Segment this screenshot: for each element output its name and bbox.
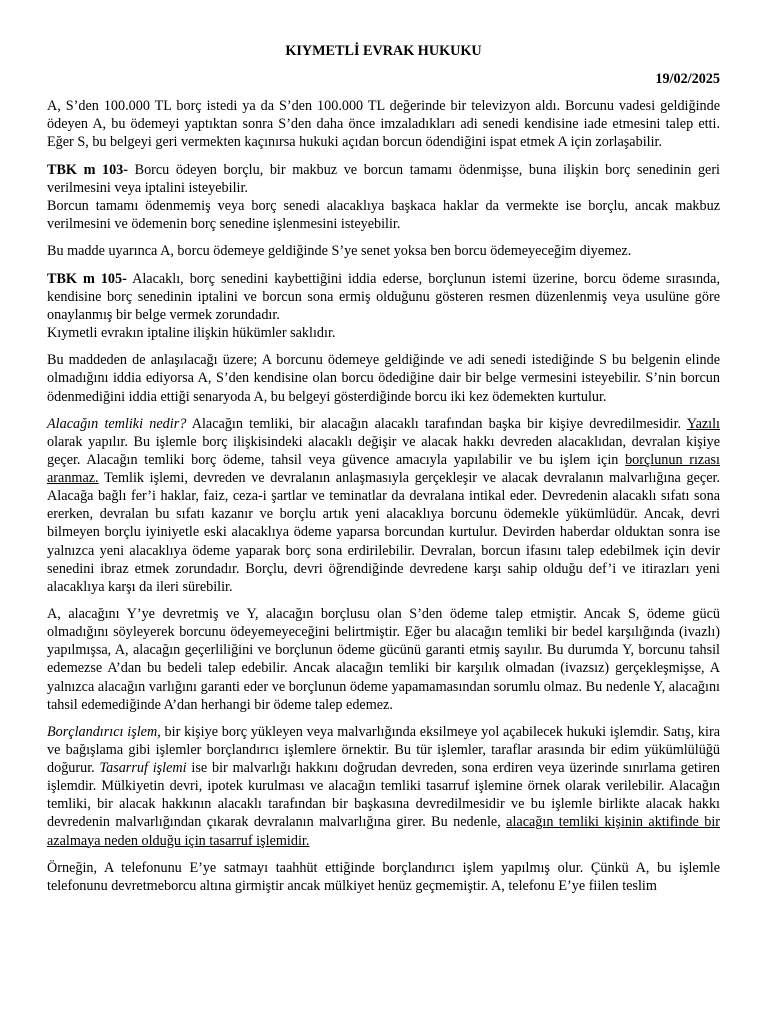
- paragraph-tbk-103-comment: Bu madde uyarınca A, borcu ödemeye geldiğinde S’ye senet yoksa ben borcu ödemeyeceğim diyemez.: [47, 243, 632, 260]
- article-text-105: Alacaklı, borç senedini kaybettiğini iddia ederse, borçlunun istemi üzerine, borcu ödeme sırasında, kendisine borç senedinin iptalini ve borcun sona ermiş olduğunu gösteren resmen düzenlenmiş veya usulüne göre onaylanmış bir belge vermek zorundadır.: [47, 270, 720, 323]
- article-label-105: TBK m 105-: [47, 270, 127, 287]
- temlik-text-a: Alacağın temliki, bir alacağın alacaklı tarafından başka bir kişiye devredilmesidir.: [186, 415, 687, 432]
- temlik-underline-written: Yazılı: [686, 415, 720, 432]
- paragraph-tbk-105: [47, 270, 720, 342]
- temlik-question: Alacağın temliki nedir?: [47, 415, 187, 432]
- paragraph-islem-types: [47, 723, 720, 850]
- tasarruf-term: Tasarruf işlemi: [99, 760, 187, 777]
- islem-text-b: ise bir malvarlığı hakkını doğrudan devreden, sona erdiren veya üzerinde sınırlama getiren işlemdir. Mülkiyetin devri, ipotek kurulması ve alacağın temliki tasarruf işlemine örnek olarak verilebilir. Alacağın temliki, bir alacak hakkının alacaklı tarafından bir başkasına devredilmesidir ve bu işlemle birlikte alacak hakkı devredenin malvarlığından çıkarak devralanın malvarlığına girer. Bu nedenle,: [47, 760, 720, 831]
- borclandirici-term: Borçlandırıcı işlem: [47, 723, 158, 740]
- paragraph-phone-example: Örneğin, A telefonunu E’ye satmayı taahhüt ettiğinde borçlandırıcı işlem yapılmış olur. Çünkü A, bu işlemle telefonunu devretmeborcu altına girmiştir ancak mülkiyet henüz geçmemiştir. A, telefonu E’ye fiilen teslim: [47, 859, 720, 895]
- article-text-103-second: Borcun tamamı ödenmemiş veya borç senedi alacaklıya başkaca haklar da vermekte ise borçlu, ancak makbuz verilmesini ve ödemenin borç senedine işlenmesini isteyebilir.: [47, 197, 720, 232]
- article-text-103: Borcu ödeyen borçlu, bir makbuz ve borcun tamamı ödenmişse, buna ilişkin borç senedinin geri verilmesini veya iptalini isteyebilir.: [47, 161, 720, 196]
- paragraph-temlik-example: A, alacağını Y’ye devretmiş ve Y, alacağın borçlusu olan S’den ödeme talep etmiştir. Ancak S, ödeme gücü olmadığını söyleyerek borcunu ödeyemeyeceğini belirtmiştir. Eğer bu alacağın temliki bir bedel karşılığında (ivazlı) yapılmışsa, A, alacağın geçerliliğini ve borçlunun ödeme gücünü garanti etmiş sayılır. Bu durumda Y, borcunu tahsil edemezse A’dan bu bedeli talep edebilir. Ancak alacağın temliki bir karşılık olmadan (ivazsız) gerçekleşmişse, A yalnızca alacağın varlığını garanti eder ve borçlunun ödeme yapamamasından sorumlu olmaz. Bu nedenle Y, alacağını tahsil edemediğinde A’dan herhangi bir ödeme talep edemez.: [47, 606, 720, 713]
- document-title: KIYMETLİ EVRAK HUKUKU: [285, 43, 482, 59]
- paragraph-tbk-103: [47, 161, 720, 233]
- temlik-text-c: Temlik işlemi, devreden ve devralanın anlaşmasıyla gerçekleşir ve alacak devralanın malvarlığına geçer. Alacağa bağlı fer’i haklar, faiz, ceza-i şartlar ve teminatlar da devralana intikal eder. Devredenin alacaklı sıfatı sona ererken, devralan bu sıfatı kazanır ve borçlu artık yeni alacaklıya borcunu ödemekle yükümlüdür. Ancak, devri bilmeyen borçlu iyiniyetle eski alacaklıya ödeme yaparsa borcundan kurtulur. Devirden haberdar olduktan sonra ise yalnızca yeni alacaklıya ödeme yaparak borç sona erdirilebilir. Devralan, borcun ifasını talep edebilmek için devir senedini ibraz etmek zorundadır. Borçlu, devri öğrendiğinde devredene karşı sahip olduğu def’i ve itirazları yeni alacaklıya karşı da ileri sürebilir.: [47, 470, 720, 595]
- temlik-text-b: olarak yapılır. Bu işlemle borç ilişkisindeki alacaklı değişir ve alacak hakkı devreden alacaklıdan, devralan kişiye geçer. Alacağın temliki borç ödeme, tahsil veya güvence amacıyla yapılabilir ve bu işlem için: [47, 433, 720, 469]
- paragraph-intro: A, S’den 100.000 TL borç istedi ya da S’den 100.000 TL değerinde bir televizyon aldı. Borcunu vadesi geldiğinde ödeyen A, bu ödemeyi yaptıktan sonra S’den daha önce imzaladıkları adi senedi kendisine iade etmesini talep etti. Eğer S, bu belgeyi geri vermekten kaçınırsa hukuki açıdan borcun ödendiğini ispat etmek A için zorlaşabilir.: [47, 98, 720, 151]
- paragraph-temlik-definition: [47, 415, 720, 596]
- islem-text-a: , bir kişiye borç yükleyen veya malvarlığında eksilmeye yol açabilecek hukuki işlemdir. Satış, kira ve bağışlama gibi işlemler borçlandırıcı işlemlere örnektir. Bu tür işlemler, taraflar arasında bir edim yükümlülüğü doğurur.: [47, 723, 720, 777]
- paragraph-tbk-105-comment: Bu maddeden de anlaşılacağı üzere; A borcunu ödemeye geldiğinde ve adi senedi istediğinde S bu belgenin elinde olmadığını iddia ediyorsa A, S’den kendisine olan borcu ödediğine dair bir belge vermesini isteyebilir. S’nin borcun ödenmediğini iddia ettiği senaryoda A, bu belgeyi gösterdiğinde borcu iki kez ödemekten kurtulur.: [47, 352, 720, 405]
- document-date: 19/02/2025: [655, 71, 720, 87]
- article-label-103: TBK m 103-: [47, 161, 128, 178]
- temlik-underline-consent: borçlunun rızası aranmaz.: [47, 452, 720, 487]
- islem-underline-conclusion: alacağın temliki kişinin aktifinde bir azalmaya neden olduğu için tasarruf işlemidir.: [47, 814, 720, 849]
- article-text-105-second: Kıymetli evrakın iptaline ilişkin hükümler saklıdır.: [47, 324, 336, 341]
